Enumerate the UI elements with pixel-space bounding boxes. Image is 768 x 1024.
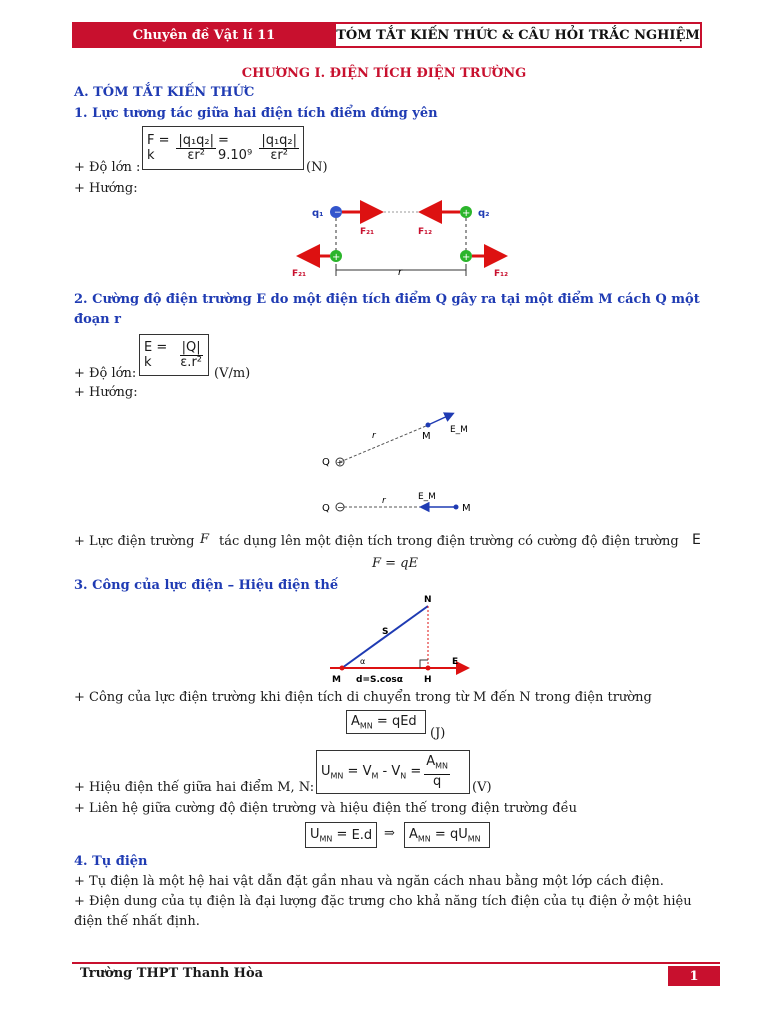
label-M-bottom: M xyxy=(462,503,471,514)
section-4-heading: 4. Tụ điện xyxy=(74,854,148,869)
label-F12-bottom: F₁₂ xyxy=(494,269,509,279)
svg-text:+: + xyxy=(462,252,471,263)
page-number: 1 xyxy=(668,966,720,986)
s3-relation-text: + Liên hệ giữa cường độ điện trường và hiệu điện thế trong điện trường đều xyxy=(74,801,577,816)
label-Q-negative: Q xyxy=(322,503,330,514)
s2-direction-label: + Hướng: xyxy=(74,385,138,400)
coulomb-constant: = 9.10⁹ xyxy=(218,133,253,163)
coulomb-num-1: |q₁q₂| xyxy=(178,132,214,148)
s2-unit: (V/m) xyxy=(214,366,251,381)
label-F21-top: F₂₁ xyxy=(360,227,375,237)
work-formula-box: $A_{MN}$ = qEd xyxy=(346,710,426,734)
svg-text:+: + xyxy=(336,458,344,467)
label-S: S xyxy=(382,627,389,637)
s1-unit: (N) xyxy=(306,160,328,175)
label-r-bottom: r xyxy=(382,496,386,506)
relation-arrow: ⇒ xyxy=(384,826,395,841)
header-subject-title: Chuyên đề Vật lí 11 xyxy=(72,22,336,48)
field-formula-box xyxy=(139,334,209,376)
svg-text:−: − xyxy=(334,208,342,218)
label-alpha: α xyxy=(360,657,366,666)
label-F12-top: F₁₂ xyxy=(418,227,433,237)
svg-text:+: + xyxy=(462,208,471,219)
label-F21-bottom: F₂₁ xyxy=(292,269,307,279)
voltage-formula-box: $U_{MN} = V_M - V_N$ = $\frac{A_{MN}}{q}$ xyxy=(316,750,470,794)
s4-line-1: + Tụ điện là một hệ hai vật dẫn đặt gần nhau và ngăn cách nhau bằng một lớp cách điện. xyxy=(74,874,664,889)
s2-force-symbol-F: F xyxy=(200,532,210,547)
s2-force-text-1: + Lực điện trường xyxy=(74,534,195,549)
s3-work-text: + Công của lực điện trường khi điện tích di chuyển trong từ M đến N trong điện trường xyxy=(74,690,652,705)
s3-voltage-unit: (V) xyxy=(472,780,492,795)
relation-formula-2: $A_{MN} = qU_{MN}$ xyxy=(404,822,490,848)
label-H: H xyxy=(424,675,432,684)
field-den: ε.r² xyxy=(180,354,202,370)
label-M-work: M xyxy=(332,675,341,684)
coulomb-num-2: |q₁q₂| xyxy=(261,132,297,148)
s3-voltage-label: + Hiệu điện thế giữa hai điểm M, N: xyxy=(74,780,315,795)
relation-formula-1: $U_{MN}$ = E.d xyxy=(305,822,377,848)
label-d: d=S.cosα xyxy=(356,675,403,684)
coulomb-den-1: εr² xyxy=(187,147,205,163)
header-document-title: TÓM TẮT KIẾN THỨC & CÂU HỎI TRẮC NGHIỆM xyxy=(336,22,702,48)
coulomb-den-2: εr² xyxy=(270,147,288,163)
s1-direction-label: + Hướng: xyxy=(74,181,138,196)
s4-line-2: + Điện dung của tụ điện là đại lượng đặc trưng cho khả năng tích điện của tụ điện ở một hiệu xyxy=(74,894,692,909)
section-2-heading-line2: đoạn r xyxy=(74,312,122,327)
s2-force-text-2: tác dụng lên một điện tích trong điện trường có cường độ điện trường xyxy=(219,534,679,549)
s1-magnitude-label: + Độ lớn : xyxy=(74,160,141,175)
s4-line-3: điện thế nhất định. xyxy=(74,914,200,929)
label-r-top: r xyxy=(372,431,376,441)
s2-force-formula: F = qE xyxy=(372,556,418,571)
field-formula-E: E = k xyxy=(144,340,168,370)
s3-work-unit: (J) xyxy=(430,726,446,741)
section-3-heading: 3. Công của lực điện – Hiệu điện thế xyxy=(74,578,339,593)
label-q1: q₁ xyxy=(312,208,324,219)
coulomb-formula-box xyxy=(142,126,304,170)
label-M-top: M xyxy=(422,431,431,442)
footer-divider xyxy=(72,962,720,964)
label-q2: q₂ xyxy=(478,208,490,219)
electric-field-diagram xyxy=(316,410,476,516)
coulomb-fraction-2 xyxy=(259,134,299,163)
coulomb-fraction-1 xyxy=(176,134,216,163)
chapter-title: CHƯƠNG I. ĐIỆN TÍCH ĐIỆN TRƯỜNG xyxy=(241,66,527,81)
s2-force-symbol-E: E xyxy=(692,532,701,548)
relation-formula-1-rhs: E.d xyxy=(351,827,373,843)
section-a-heading: A. TÓM TẮT KIẾN THỨC xyxy=(74,85,255,100)
field-fraction xyxy=(178,341,204,370)
svg-text:−: − xyxy=(337,503,344,512)
svg-text:+: + xyxy=(332,252,341,263)
label-EM-bottom: E_M xyxy=(418,492,436,502)
field-num: |Q| xyxy=(181,339,201,355)
work-diagram xyxy=(326,592,472,684)
label-E-vector: E xyxy=(452,657,459,667)
coulomb-force-diagram xyxy=(286,198,526,282)
label-Q-positive: Q xyxy=(322,457,330,468)
label-N: N xyxy=(424,595,432,605)
coulomb-formula-F: F = k xyxy=(147,133,170,163)
label-EM-top: E_M xyxy=(450,425,468,435)
s2-magnitude-label: + Độ lớn: xyxy=(74,366,137,381)
footer-school-name: Trường THPT Thanh Hòa xyxy=(80,966,264,981)
section-1-heading: 1. Lực tương tác giữa hai điện tích điểm đứng yên xyxy=(74,106,438,121)
label-r-distance: r xyxy=(398,267,403,278)
section-2-heading-line1: 2. Cường độ điện trường E do một điện tích điểm Q gây ra tại một điểm M cách Q một xyxy=(74,292,700,307)
